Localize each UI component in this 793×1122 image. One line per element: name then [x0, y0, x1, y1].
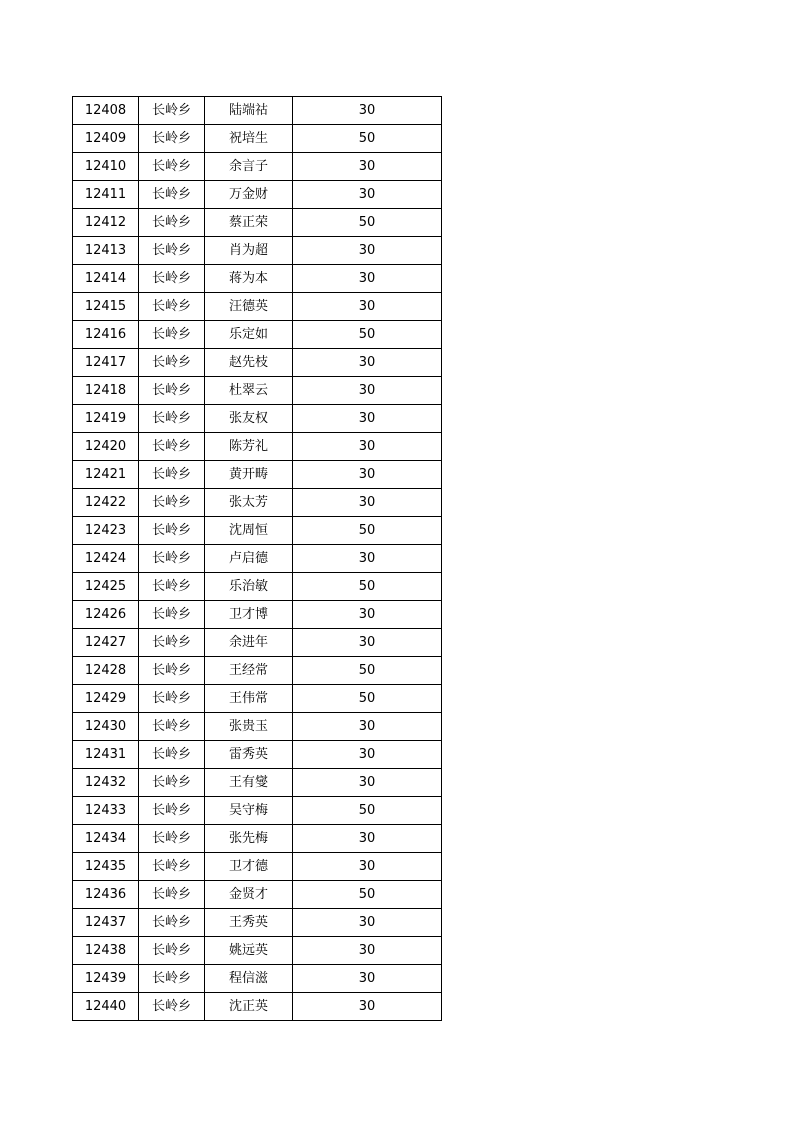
amount-cell: 50: [293, 321, 442, 349]
table-row: [73, 601, 442, 629]
record-number-cell: 12419: [73, 405, 139, 433]
table-row: [73, 153, 442, 181]
person-name-cell: 程信滋: [205, 965, 293, 993]
table-row: [73, 825, 442, 853]
amount-cell: 30: [293, 937, 442, 965]
table-row: [73, 853, 442, 881]
table-row: [73, 293, 442, 321]
amount-cell: 30: [293, 993, 442, 1021]
township-cell: 长岭乡: [139, 433, 205, 461]
record-number-cell: 12413: [73, 237, 139, 265]
township-cell: 长岭乡: [139, 629, 205, 657]
amount-cell: 30: [293, 769, 442, 797]
township-cell: 长岭乡: [139, 265, 205, 293]
table-row: [73, 713, 442, 741]
table-row: [73, 629, 442, 657]
record-number-cell: 12430: [73, 713, 139, 741]
record-number-cell: 12417: [73, 349, 139, 377]
person-name-cell: 沈周恒: [205, 517, 293, 545]
record-number-cell: 12433: [73, 797, 139, 825]
table-row: [73, 517, 442, 545]
township-cell: 长岭乡: [139, 237, 205, 265]
person-name-cell: 张友权: [205, 405, 293, 433]
person-name-cell: 杜翠云: [205, 377, 293, 405]
amount-cell: 30: [293, 349, 442, 377]
township-cell: 长岭乡: [139, 797, 205, 825]
table-row: [73, 461, 442, 489]
township-cell: 长岭乡: [139, 209, 205, 237]
person-name-cell: 沈正英: [205, 993, 293, 1021]
person-name-cell: 余进年: [205, 629, 293, 657]
township-cell: 长岭乡: [139, 461, 205, 489]
record-number-cell: 12435: [73, 853, 139, 881]
person-name-cell: 王伟常: [205, 685, 293, 713]
record-number-cell: 12415: [73, 293, 139, 321]
township-cell: 长岭乡: [139, 489, 205, 517]
township-cell: 长岭乡: [139, 545, 205, 573]
township-cell: 长岭乡: [139, 125, 205, 153]
township-cell: 长岭乡: [139, 657, 205, 685]
amount-cell: 50: [293, 517, 442, 545]
record-number-cell: 12411: [73, 181, 139, 209]
amount-cell: 50: [293, 573, 442, 601]
township-cell: 长岭乡: [139, 881, 205, 909]
table-row: [73, 685, 442, 713]
amount-cell: 30: [293, 293, 442, 321]
person-name-cell: 金贤才: [205, 881, 293, 909]
table-row: [73, 545, 442, 573]
record-number-cell: 12427: [73, 629, 139, 657]
person-name-cell: 余言子: [205, 153, 293, 181]
amount-cell: 50: [293, 125, 442, 153]
record-number-cell: 12409: [73, 125, 139, 153]
record-number-cell: 12439: [73, 965, 139, 993]
amount-cell: 30: [293, 97, 442, 125]
table-row: [73, 125, 442, 153]
record-number-cell: 12421: [73, 461, 139, 489]
table-row: [73, 209, 442, 237]
amount-cell: 30: [293, 405, 442, 433]
person-name-cell: 吴守梅: [205, 797, 293, 825]
township-cell: 长岭乡: [139, 153, 205, 181]
township-cell: 长岭乡: [139, 349, 205, 377]
record-number-cell: 12429: [73, 685, 139, 713]
amount-cell: 30: [293, 965, 442, 993]
person-name-cell: 祝培生: [205, 125, 293, 153]
table-row: [73, 321, 442, 349]
township-cell: 长岭乡: [139, 965, 205, 993]
person-name-cell: 乐定如: [205, 321, 293, 349]
person-name-cell: 张太芳: [205, 489, 293, 517]
person-name-cell: 肖为超: [205, 237, 293, 265]
record-number-cell: 12426: [73, 601, 139, 629]
amount-cell: 30: [293, 265, 442, 293]
person-name-cell: 黄开畴: [205, 461, 293, 489]
record-number-cell: 12416: [73, 321, 139, 349]
person-name-cell: 蔡正荣: [205, 209, 293, 237]
record-number-cell: 12431: [73, 741, 139, 769]
person-name-cell: 汪德英: [205, 293, 293, 321]
table-row: [73, 993, 442, 1021]
amount-cell: 30: [293, 629, 442, 657]
township-cell: 长岭乡: [139, 685, 205, 713]
person-name-cell: 卫才博: [205, 601, 293, 629]
amount-cell: 30: [293, 237, 442, 265]
table-row: [73, 97, 442, 125]
record-number-cell: 12418: [73, 377, 139, 405]
person-name-cell: 万金财: [205, 181, 293, 209]
table-row: [73, 797, 442, 825]
amount-cell: 30: [293, 741, 442, 769]
township-cell: 长岭乡: [139, 825, 205, 853]
record-number-cell: 12428: [73, 657, 139, 685]
township-cell: 长岭乡: [139, 405, 205, 433]
roster-table: [72, 96, 442, 1021]
table-row: [73, 741, 442, 769]
amount-cell: 30: [293, 601, 442, 629]
table-row: [73, 405, 442, 433]
amount-cell: 30: [293, 433, 442, 461]
table-row: [73, 769, 442, 797]
table-row: [73, 237, 442, 265]
record-number-cell: 12423: [73, 517, 139, 545]
township-cell: 长岭乡: [139, 377, 205, 405]
table-row: [73, 909, 442, 937]
table-row: [73, 965, 442, 993]
township-cell: 长岭乡: [139, 993, 205, 1021]
record-number-cell: 12425: [73, 573, 139, 601]
table-row: [73, 937, 442, 965]
township-cell: 长岭乡: [139, 713, 205, 741]
township-cell: 长岭乡: [139, 517, 205, 545]
table-row: [73, 489, 442, 517]
record-number-cell: 12438: [73, 937, 139, 965]
amount-cell: 30: [293, 153, 442, 181]
person-name-cell: 陆端祜: [205, 97, 293, 125]
record-number-cell: 12410: [73, 153, 139, 181]
table-row: [73, 265, 442, 293]
township-cell: 长岭乡: [139, 97, 205, 125]
record-number-cell: 12436: [73, 881, 139, 909]
table-row: [73, 349, 442, 377]
amount-cell: 30: [293, 377, 442, 405]
amount-cell: 30: [293, 545, 442, 573]
person-name-cell: 张贵玉: [205, 713, 293, 741]
record-number-cell: 12437: [73, 909, 139, 937]
record-number-cell: 12424: [73, 545, 139, 573]
township-cell: 长岭乡: [139, 573, 205, 601]
record-number-cell: 12440: [73, 993, 139, 1021]
amount-cell: 30: [293, 825, 442, 853]
person-name-cell: 乐治敏: [205, 573, 293, 601]
amount-cell: 50: [293, 797, 442, 825]
amount-cell: 30: [293, 181, 442, 209]
amount-cell: 50: [293, 685, 442, 713]
person-name-cell: 赵先枝: [205, 349, 293, 377]
township-cell: 长岭乡: [139, 293, 205, 321]
record-number-cell: 12408: [73, 97, 139, 125]
table-row: [73, 433, 442, 461]
record-number-cell: 12422: [73, 489, 139, 517]
record-number-cell: 12420: [73, 433, 139, 461]
person-name-cell: 蒋为本: [205, 265, 293, 293]
person-name-cell: 陈芳礼: [205, 433, 293, 461]
person-name-cell: 卢启德: [205, 545, 293, 573]
township-cell: 长岭乡: [139, 601, 205, 629]
amount-cell: 50: [293, 881, 442, 909]
person-name-cell: 王秀英: [205, 909, 293, 937]
record-number-cell: 12434: [73, 825, 139, 853]
township-cell: 长岭乡: [139, 741, 205, 769]
person-name-cell: 张先梅: [205, 825, 293, 853]
person-name-cell: 卫才德: [205, 853, 293, 881]
amount-cell: 50: [293, 657, 442, 685]
table-row: [73, 573, 442, 601]
township-cell: 长岭乡: [139, 321, 205, 349]
amount-cell: 50: [293, 209, 442, 237]
township-cell: 长岭乡: [139, 181, 205, 209]
township-cell: 长岭乡: [139, 937, 205, 965]
person-name-cell: 王有燮: [205, 769, 293, 797]
table-row: [73, 657, 442, 685]
table-row: [73, 881, 442, 909]
person-name-cell: 姚远英: [205, 937, 293, 965]
amount-cell: 30: [293, 853, 442, 881]
person-name-cell: 王经常: [205, 657, 293, 685]
person-name-cell: 雷秀英: [205, 741, 293, 769]
record-number-cell: 12412: [73, 209, 139, 237]
table-row: [73, 181, 442, 209]
record-number-cell: 12414: [73, 265, 139, 293]
record-number-cell: 12432: [73, 769, 139, 797]
amount-cell: 30: [293, 909, 442, 937]
roster-table-body: [73, 97, 442, 1021]
table-row: [73, 377, 442, 405]
amount-cell: 30: [293, 713, 442, 741]
amount-cell: 30: [293, 489, 442, 517]
township-cell: 长岭乡: [139, 769, 205, 797]
amount-cell: 30: [293, 461, 442, 489]
township-cell: 长岭乡: [139, 909, 205, 937]
township-cell: 长岭乡: [139, 853, 205, 881]
